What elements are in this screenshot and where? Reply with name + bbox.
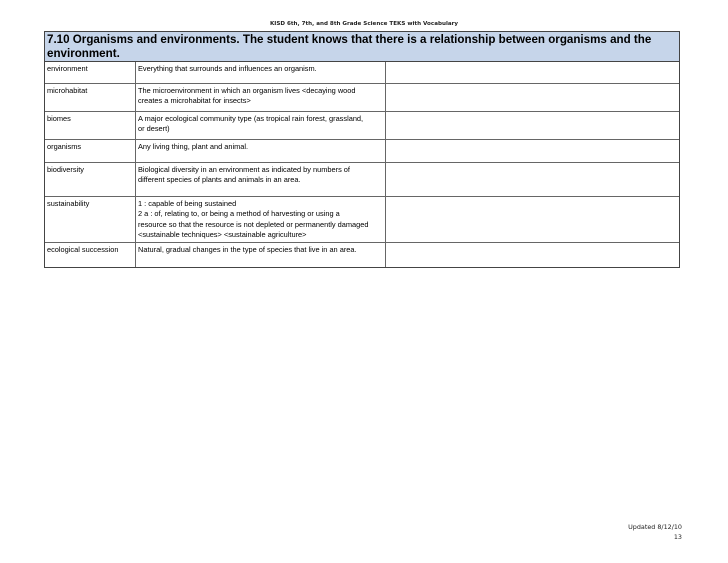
table-row [45, 140, 679, 163]
definition-cell: 1 : capable of being sustained 2 a : of, relating to, or being a method of harvesting or using a resource so that the resource is not depleted or permanently damaged <sustainable techniques> <sustainable agriculture> [136, 197, 386, 242]
term-cell: environment [45, 62, 136, 83]
page-number: 13 [673, 533, 682, 541]
definition-cell: A major ecological community type (as tropical rain forest, grassland, or desert) [136, 112, 386, 139]
term-cell: ecological succession [45, 243, 136, 267]
table-row [45, 197, 679, 243]
definition-cell: Any living thing, plant and animal. [136, 140, 386, 162]
notes-cell [386, 84, 679, 111]
notes-cell [386, 163, 679, 196]
notes-cell [386, 62, 679, 83]
term-cell: microhabitat [45, 84, 136, 111]
notes-cell [386, 243, 679, 267]
definition-cell: Natural, gradual changes in the type of species that live in an area. [136, 243, 386, 267]
term-cell: biodiversity [45, 163, 136, 196]
definition-cell: Biological diversity in an environment as indicated by numbers of different species of plants and animals in an area. [136, 163, 386, 196]
updated-date: Updated 8/12/10 [628, 523, 682, 531]
notes-cell [386, 112, 679, 139]
page-footer [628, 522, 682, 542]
notes-cell [386, 140, 679, 162]
notes-cell [386, 197, 679, 242]
vocabulary-table [44, 31, 680, 268]
table-row [45, 163, 679, 197]
page-header-title: KISD 6th, 7th, and 8th Grade Science TEKS with Vocabulary [269, 21, 459, 27]
table-row [45, 84, 679, 112]
term-cell: biomes [45, 112, 136, 139]
table-row [45, 112, 679, 140]
definition-cell: Everything that surrounds and influences an organism. [136, 62, 386, 83]
term-cell: organisms [45, 140, 136, 162]
table-row [45, 243, 679, 267]
table-row [45, 62, 679, 84]
section-title: 7.10 Organisms and environments. The student knows that there is a relationship between organisms and the environment. [45, 32, 679, 62]
term-cell: sustainability [45, 197, 136, 242]
definition-cell: The microenvironment in which an organism lives <decaying wood creates a microhabitat for insects> [136, 84, 386, 111]
